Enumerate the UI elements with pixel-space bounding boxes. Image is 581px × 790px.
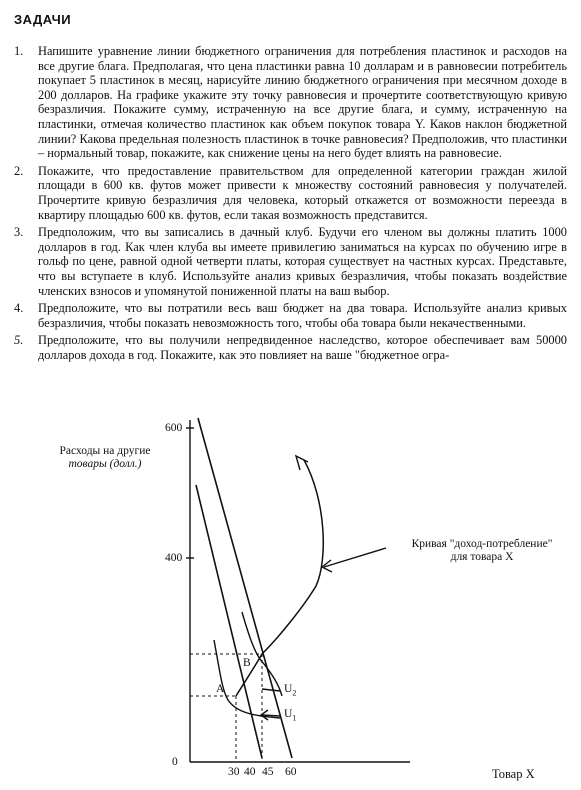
task-text: Напишите уравнение линии бюджетного ограничения для потребления пластинок и расходов на все другие блага. Предполагая, что цена пластинки равна 10 долларам и в равновесии потребитель покупает 5 пластинок в месяц, нарисуйте линию бюджетного ограничения при месячном доходе в 200 долларов. На графике укажите эту точку равновесия и прочертите соответствующую кривую безразличия. Покажите сумму, истраченную на все другие блага, и сумму, истраченную на пластинки, отмечая количество пластинок как объем покупок товара Y. Каков наклон бюджетной линии? Какова предельная полезность пластинок в точке равновесия? Предположив, что пластинки – нормальный товар, покажите, как снижение цены на него будет влиять на равновесие. — [38, 44, 567, 161]
task-text: Покажите, что предоставление правительством для определенной категории граждан жилой площади в 600 кв. футов может привести к множеству состояний равновесия у получателей. Прочертите кривую безразличия для человека, который откажется от возможности переезда в квартиру площадью 600 кв. футов, если такая возможность представится. — [38, 163, 567, 222]
origin-label: 0 — [172, 756, 178, 768]
u2-label — [284, 683, 296, 699]
icc-label — [392, 538, 572, 564]
u2-letter: U — [284, 683, 293, 695]
point-b-label: B — [243, 657, 251, 669]
task-text: Предположим, что вы записались в дачный клуб. Будучи его членом вы должны платить 1000 долларов в год. Как член клуба вы имеете привилегию заниматься на курсах по обучению игре в гольф по цене, равной одной четверти платы, которая существует на частных курсах. Представьте, что вы вступаете в клуб. Используйте анализ кривых безразличия, чтобы показать воздействие членских взносов и упомянутой пониженной платы на ваш выбор. — [38, 225, 567, 298]
u1-subscript: 1 — [292, 713, 297, 723]
page-heading: ЗАДАЧИ — [14, 12, 72, 27]
icc-label-line1: Кривая "доход-потребление" — [411, 538, 553, 550]
y-axis-label — [40, 445, 170, 471]
u1-label — [284, 708, 296, 724]
task-number: 1. — [14, 44, 24, 58]
task-text: Предположите, что вы потратили весь ваш бюджет на два товара. Используйте анализ кривых безразличия, чтобы показать невозможность того, чтобы оба товара были некачественными. — [38, 301, 567, 330]
task-number: 4. — [14, 301, 24, 316]
task-text: Предположите, что вы получили непредвиденное наследство, которое обеспечивает вам 50000 долларов дохода в год. Покажите, как это повлияет на ваше "бюджетное огра- — [38, 333, 567, 362]
icc-label-line2: для товара X — [450, 551, 514, 563]
y-axis-label-line2: товары (долл.) — [68, 458, 142, 470]
x-tick-label: 45 — [262, 766, 274, 778]
u1-letter: U — [284, 708, 293, 720]
x-tick-label: 30 — [228, 766, 240, 778]
icc-leader-line — [324, 548, 386, 567]
x-tick-label: 60 — [285, 766, 297, 778]
y-axis-label-line1: Расходы на другие — [59, 445, 151, 457]
u2-leader — [262, 689, 280, 691]
point-a-label: A — [216, 683, 225, 695]
x-tick-label: 40 — [244, 766, 256, 778]
task-number: 5. — [14, 333, 24, 348]
u2-subscript: 2 — [292, 688, 297, 698]
x-axis-label: Товар X — [492, 767, 535, 781]
y-tick-label: 400 — [165, 552, 183, 564]
budget-line-2 — [198, 418, 292, 758]
task-number: 2. — [14, 163, 24, 178]
task-number: 3. — [14, 225, 24, 240]
y-tick-label: 600 — [165, 422, 183, 434]
u1-leader — [262, 715, 280, 716]
budget-line-1 — [196, 485, 262, 758]
